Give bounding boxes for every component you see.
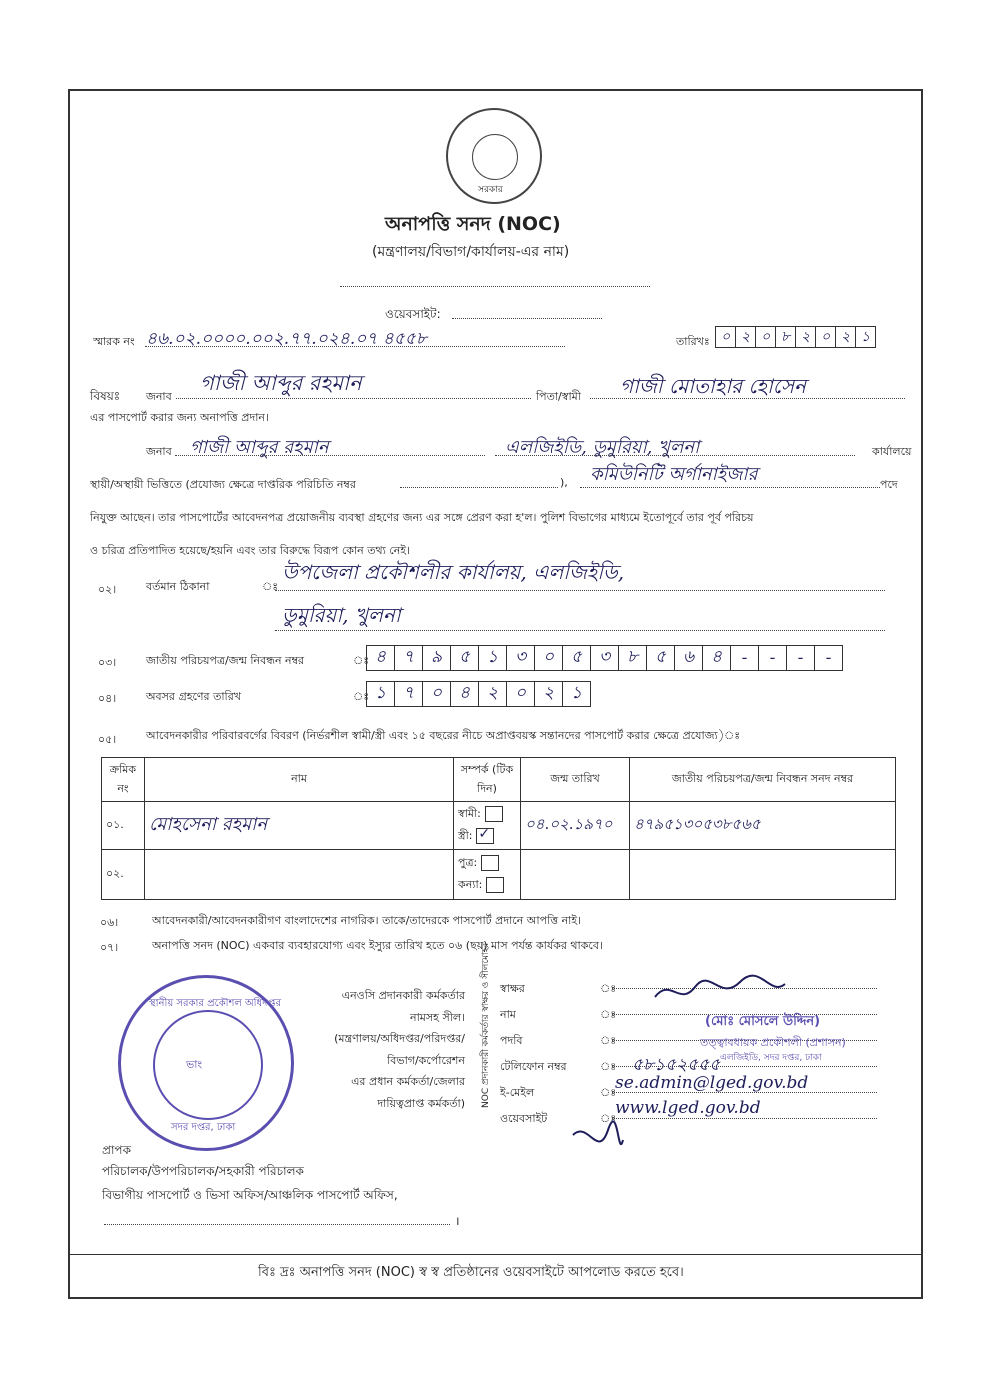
item-02-number: ০২। [98,583,117,596]
colon: ঃ [600,1112,617,1125]
page-subtitle: (মন্ত্রণালয়/বিভাগ/কার্যালয়-এর নাম) [372,244,570,260]
caption-line: দায়িত্বপ্রাপ্ত কর্মকর্তা) [377,1096,465,1110]
caption-line: এর প্রধান কর্মকর্তা/জেলার [351,1075,465,1088]
recipient-line3 [104,1224,450,1225]
father-name-line [590,398,905,399]
date-label: তারিখঃ [676,335,710,348]
website-dots [612,1118,877,1119]
nid-colon: ঃ [353,654,370,667]
body-line2: স্থায়ী/অস্থায়ী ভিত্তিতে (প্রযোজ্য ক্ষেত্রে দাপ্তরিক পরিচিতি নম্বর [90,478,356,491]
applicant-name-line [176,398,531,399]
row1-serial: ০১. [102,802,145,850]
retire-digit-box: ০ [506,681,535,707]
designation-label: পদবি [500,1034,523,1047]
phone-label: টেলিফোন নম্বর [500,1060,567,1073]
table-row [102,802,896,850]
table-row [102,850,896,900]
nid-digit-box: ৮ [618,645,647,671]
memo-date-boxes [716,326,876,348]
applicant-name: গাজী আব্দুর রহমান [200,371,362,395]
page-title: অনাপত্তি সনদ (NOC) [385,213,561,235]
row2-relation [454,850,521,900]
caption-line: বিভাগ/কর্পোরেশন [387,1053,465,1067]
officer-stamp-office: এলজিইডি, সদর দপ্তর, ঢাকা [720,1053,822,1063]
row2-rel-b: কন্যা: [458,878,483,891]
subject-mr: জনাব [146,390,172,403]
retire-digit-box: ১ [562,681,591,707]
nid-digit-box: ১ [478,645,507,671]
retire-digit-box: ৭ [394,681,423,707]
date-digit-box: ২ [795,326,816,348]
row2-serial: ০২. [102,850,145,900]
nid-digit-box: ৫ [562,645,591,671]
body-line3: নিযুক্ত আছেন। তার পাসপোর্টের আবেদনপত্র প্রয়োজনীয় ব্যবস্থা গ্রহণের জন্য এর সঙ্গে প্রেরণ করা হ'ল। পুলিশ বিভাগের মাধ্যমে ইতোপূর্বে তার পূর্ব পরিচয় [90,511,754,524]
lged-seal [118,975,294,1151]
seal-text: স্থানীয় সরকার প্রকৌশল অধিদপ্তর [149,998,282,1009]
nid-digit-box: ০ [534,645,563,671]
issuer-colons [600,976,616,1132]
designation: কমিউনিটি অর্গানাইজার [590,464,758,485]
address-line2-dots [275,630,885,631]
item-03-number: ০৩। [98,656,117,669]
retire-digit-box: ২ [478,681,507,707]
colon: ঃ [600,982,617,995]
memo-number: ৪৬.০২.০০০০.০০২.৭৭.০২৪.০৭ ৪৫৫৮ [146,329,427,349]
colon: ঃ [600,1060,617,1073]
issuer-caption [300,985,465,1114]
wife-checkbox[interactable] [476,828,494,844]
initials-signature [568,1120,628,1166]
memo-line [145,346,565,347]
row2-nid [630,850,896,900]
date-digit-box: ২ [835,326,856,348]
row2-dob [521,850,630,900]
row1-rel-a: স্বামী: [458,807,481,820]
row1-name: মোহসেনা রহমান [145,802,454,850]
signature-label: স্বাক্ষর [500,982,525,995]
issuer-field-labels [500,976,567,1132]
caption-line: এনওসি প্রদানকারী কর্মকর্তার [341,989,465,1002]
recipient-line1: পরিচালক/উপপরিচালক/সহকারী পরিচালক [102,1164,304,1178]
official-id-line [400,487,558,488]
nid-digit-box: ৪ [366,645,395,671]
body-name-line [175,455,485,456]
date-digit-box: ০ [715,326,736,348]
retire-digit-box: ৪ [450,681,479,707]
officer-name: (মোঃ মোসলে উদ্দিন) [705,1014,821,1029]
retire-digit-box: ০ [422,681,451,707]
item-05-number: ০৫। [98,733,117,746]
body-applicant-name: গাজী আব্দুর রহমান [190,437,329,458]
designation-suffix: পদে [880,478,898,491]
father-label: পিতা/স্বামী [536,390,581,403]
retire-colon: ঃ [353,690,370,703]
address-label: বর্তমান ঠিকানা [146,580,210,593]
nid-boxes [367,645,843,671]
footer-divider [70,1254,921,1255]
nid-digit-box: ৩ [506,645,535,671]
retire-date-boxes [367,681,591,707]
body-mr: জনাব [146,445,172,458]
nid-digit-box: ৫ [450,645,479,671]
row1-rel-b: স্ত্রী: [458,829,473,842]
nid-digit-box: ৫ [646,645,675,671]
daughter-checkbox[interactable] [486,877,504,893]
father-name: গাজী মোতাহার হোসেন [620,374,806,398]
website-line [452,318,602,319]
emblem-bottom-text: সরকার [478,185,503,195]
item-06-number: ০৬। [100,916,119,929]
row1-nid: ৪৭৯৫১৩০৫৩৮৫৬৫ [630,802,896,850]
family-table [101,757,896,900]
seal-bottom-text: সদর দপ্তর, ঢাকা [171,1122,236,1133]
nid-digit-box: ৭ [394,645,423,671]
nid-digit-box: ৪ [702,645,731,671]
recipient-label: প্রাপক [102,1143,131,1157]
son-checkbox[interactable] [481,855,499,871]
address-line1: উপজেলা প্রকৌশলীর কার্যালয়, এলজিইডি, [282,560,625,584]
nid-digit-box: - [814,645,843,671]
nid-digit-box: ৬ [674,645,703,671]
colon: ঃ [600,1034,617,1047]
nid-digit-box: - [786,645,815,671]
officer-email: se.admin@lged.gov.bd [615,1073,809,1093]
retire-label: অবসর গ্রহণের তারিখ [146,690,241,703]
date-digit-box: ২ [735,326,756,348]
item-04-number: ০৪। [98,692,117,705]
row2-name [145,850,454,900]
government-emblem [446,108,542,204]
seal-mid-text: ভাং [186,1058,203,1071]
col-name: নাম [145,758,454,802]
colon: ঃ [600,1086,617,1099]
note-06: আবেদনকারী/আবেদনকারীগণ বাংলাদেশের নাগরিক। তাকে/তাদেরকে পাসপোর্ট প্রদানে আপত্তি নাই। [152,914,582,927]
address-line2: ডুমুরিয়া, খুলনা [282,603,401,627]
retire-digit-box: ২ [534,681,563,707]
nid-digit-box: - [758,645,787,671]
row1-dob: ০৪.০২.১৯৭০ [521,802,630,850]
ministry-name-line [340,286,650,287]
note-07: অনাপত্তি সনদ (NOC) একবার ব্যবহারযোগ্য এবং ইস্যুর তারিখ হতে ০৬ (ছয়) মাস পর্যন্ত কার্যকর থাকবে। [152,939,603,952]
recipient-line2: বিভাগীয় পাসপোর্ট ও ভিসা অফিস/আঞ্চলিক পাসপোর্ট অফিস, [102,1188,398,1202]
address-line1-dots [275,590,885,591]
col-relation: সম্পর্ক (টিক দিন) [454,758,521,802]
subject-label: বিষয়ঃ [90,389,121,403]
office-suffix: কার্যালয়ে [872,445,912,458]
row2-rel-a: পুত্র: [458,856,478,869]
colon: ঃ [600,1008,617,1021]
husband-checkbox[interactable] [485,806,503,822]
officer-signature [650,972,790,1012]
caption-line: নামসহ সীল। [410,1010,465,1024]
subject-purpose: এর পাসপোর্ট করার জন্য অনাপত্তি প্রদান। [90,411,269,424]
nid-label: জাতীয় পরিচয়পত্র/জন্ম নিবন্ধন নম্বর [146,654,305,667]
body-line2-end: ), [560,476,568,489]
website-label: ওয়েবসাইট: [385,307,441,321]
family-label: আবেদনকারীর পরিবারবর্গের বিবরণ (নির্ভরশীল স্বামী/স্ত্রী এবং ১৫ বছরের নীচে অপ্রাপ্তবয়স্ক সন্তানদের পাসপোর্ট করার ক্ষেত্রে প্রযোজ্য)ঃ [146,729,741,742]
recipient-line3-end: । [455,1214,460,1228]
retire-digit-box: ১ [366,681,395,707]
officer-phone: ৫৮১৫২৫৫৫ [632,1055,721,1075]
office-name: এলজিইডি, ডুমুরিয়া, খুলনা [505,437,700,458]
nid-digit-box: ৯ [422,645,451,671]
body-line4: ও চরিত্র প্রতিপাদিত হয়েছে/হয়নি এবং তার বিরুদ্ধে বিরূপ কোন তথ্য নেই। [90,544,410,557]
date-digit-box: ০ [815,326,836,348]
website-field-label: ওয়েবসাইট [500,1112,548,1125]
memo-label: স্মারক নং [93,335,135,348]
footer-note: বিঃ দ্রঃ অনাপত্তি সনদ (NOC) স্ব স্ব প্রতিষ্ঠানের ওয়েবসাইটে আপলোড করতে হবে। [258,1265,684,1280]
nid-digit-box: - [730,645,759,671]
date-digit-box: ০ [755,326,776,348]
designation-line [580,487,880,488]
date-digit-box: ১ [855,326,876,348]
caption-line: (মন্ত্রণালয়/অধিদপ্তর/পরিদপ্তর/ [334,1032,465,1045]
nid-digit-box: ৩ [590,645,619,671]
vertical-caption: NOC প্রদানকারী কর্মকর্তার স্বাক্ষর ও সীলমোহর [481,942,491,1108]
col-nid: জাতীয় পরিচয়পত্র/জন্ম নিবন্ধন সনদ নম্বর [630,758,896,802]
officer-website: www.lged.gov.bd [615,1098,761,1118]
date-digit-box: ৮ [775,326,796,348]
office-line [495,455,855,456]
col-serial: ক্রমিক নং [102,758,145,802]
address-colon: ঃ [262,580,279,593]
row1-relation [454,802,521,850]
seal-inner-ring [153,1010,263,1120]
officer-designation: তত্ত্বাবধায়ক প্রকৌশলী (প্রশাসন) [700,1036,846,1049]
email-label: ই-মেইল [500,1086,535,1099]
col-dob: জন্ম তারিখ [521,758,630,802]
emblem-map-icon [472,134,518,180]
name-label: নাম [500,1008,516,1021]
item-07-number: ০৭। [100,941,119,954]
